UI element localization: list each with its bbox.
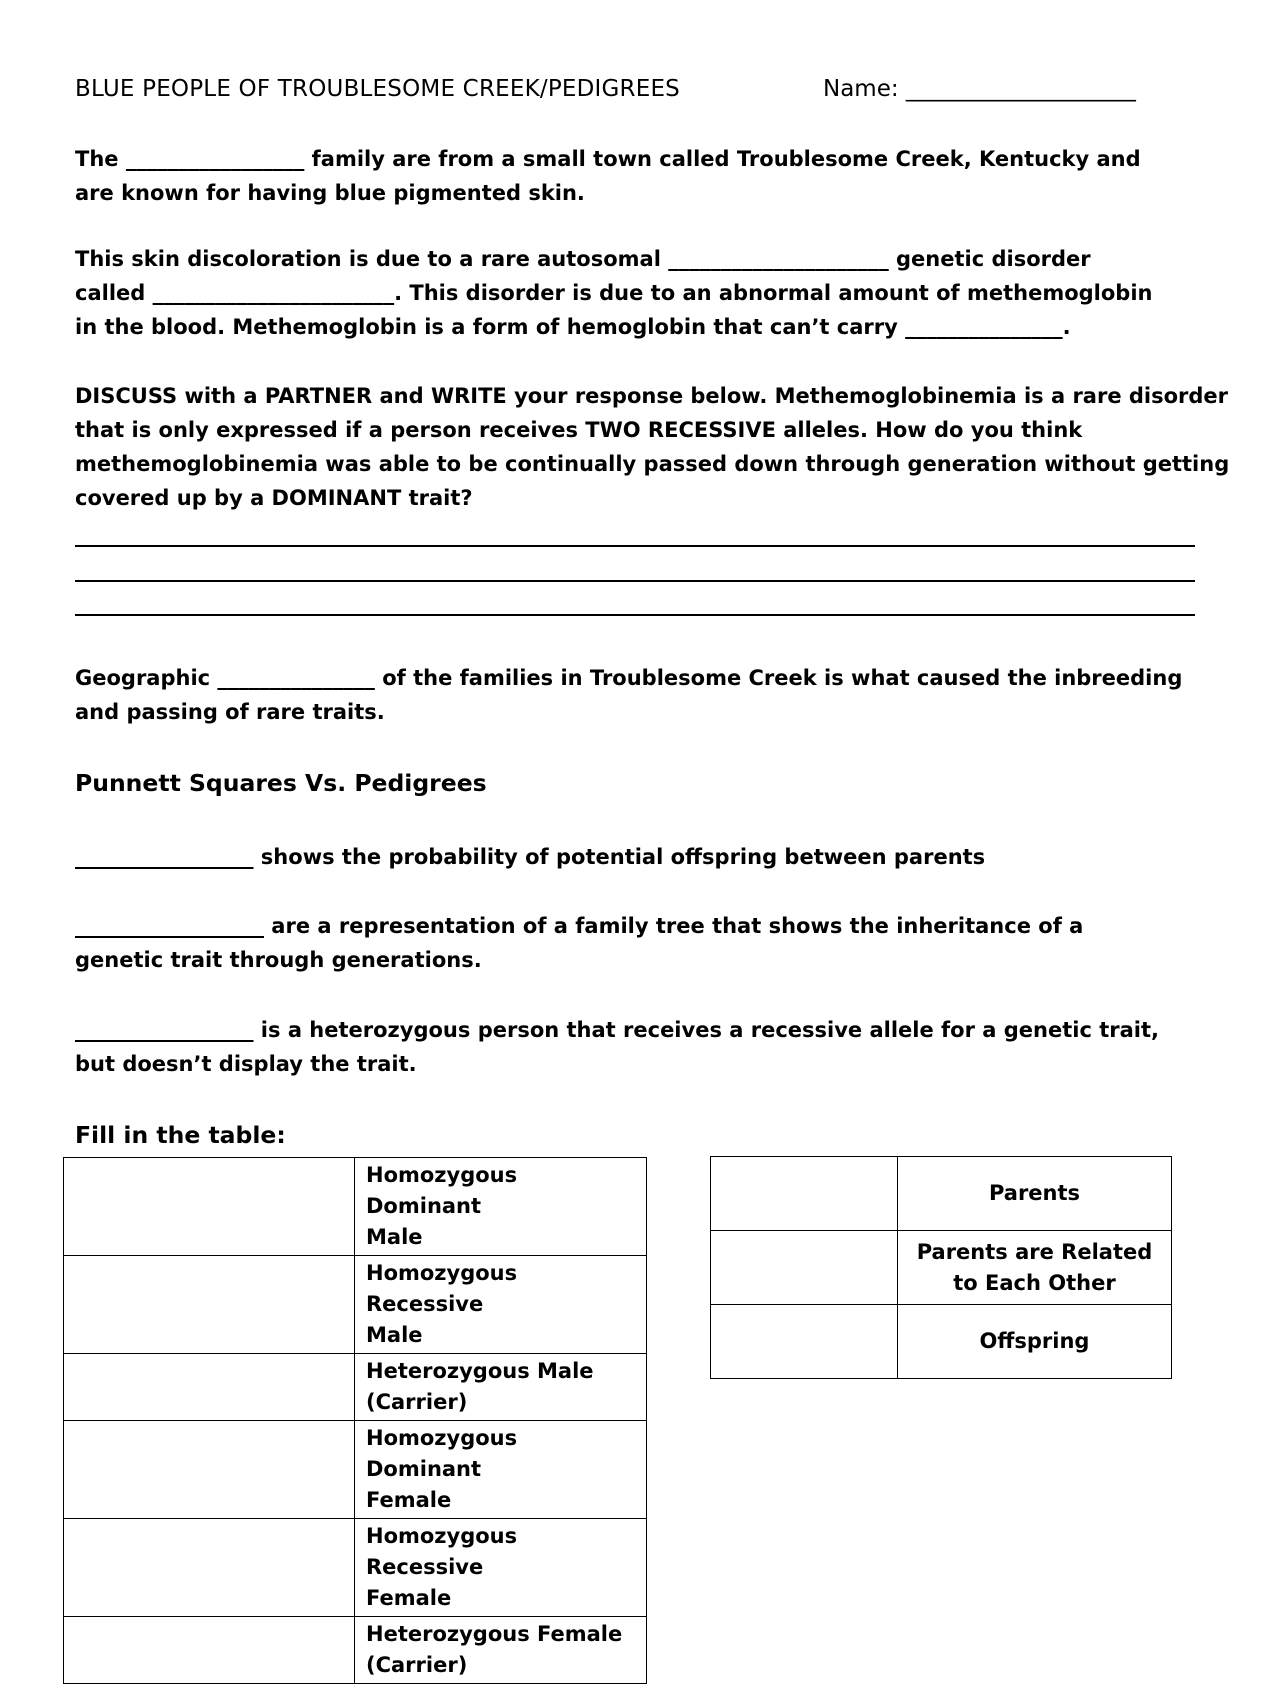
relationship-label-cell — [898, 1305, 1172, 1379]
paragraph-line[interactable]: _________________ shows the probability of potential offspring between parents — [75, 845, 986, 869]
name-field[interactable]: Name: ____________________ — [823, 76, 1136, 102]
table-row — [64, 1519, 647, 1617]
genotype-label-cell — [355, 1617, 647, 1684]
relationship-label-cell — [898, 1231, 1172, 1305]
paragraph-line: methemoglobinemia was able to be continually passed down through generation without getting — [75, 452, 1230, 476]
cell-text: Female — [366, 1488, 452, 1512]
cell-text: (Carrier) — [366, 1653, 468, 1677]
question-punnett — [75, 840, 1195, 874]
table-row — [64, 1354, 647, 1421]
cell-text: Male — [366, 1225, 423, 1249]
cell-text: Male — [366, 1323, 423, 1347]
paragraph-line[interactable]: in the blood. Methemoglobin is a form of hemoglobin that can’t carry _______________. — [75, 315, 1071, 339]
relationship-label-cell — [898, 1157, 1172, 1231]
cell-text: Homozygous Recessive — [366, 1524, 518, 1579]
paragraph-line: but doesn’t display the trait. — [75, 1052, 417, 1076]
response-line[interactable] — [75, 614, 1195, 616]
symbol-cell[interactable] — [64, 1519, 355, 1617]
cell-text: Offspring — [979, 1329, 1090, 1353]
relationship-symbol-table — [710, 1156, 1172, 1379]
paragraph-line[interactable]: __________________ are a representation of a family tree that shows the inheritance of a — [75, 914, 1084, 938]
response-line[interactable] — [75, 545, 1195, 547]
cell-text: Homozygous Recessive — [366, 1261, 518, 1316]
paragraph-line[interactable]: _________________ is a heterozygous person that receives a recessive allele for a genetic trait, — [75, 1018, 1159, 1042]
cell-text: Homozygous Dominant — [366, 1163, 518, 1218]
cell-text: Female — [366, 1586, 452, 1610]
symbol-cell[interactable] — [64, 1158, 355, 1256]
paragraph-line: are known for having blue pigmented skin. — [75, 181, 585, 205]
paragraph-family — [75, 142, 1195, 210]
question-carrier — [75, 1013, 1195, 1081]
paragraph-line: genetic trait through generations. — [75, 948, 482, 972]
paragraph-geographic — [75, 661, 1195, 729]
cell-text: Heterozygous Male — [366, 1359, 594, 1383]
symbol-cell[interactable] — [711, 1157, 898, 1231]
paragraph-line[interactable]: The _________________ family are from a small town called Troublesome Creek, Kentucky and — [75, 147, 1141, 171]
genotype-label-cell — [355, 1158, 647, 1256]
table-heading: Fill in the table: — [75, 1121, 286, 1149]
worksheet-title: BLUE PEOPLE OF TROUBLESOME CREEK/PEDIGREES — [75, 76, 680, 102]
symbol-cell[interactable] — [711, 1231, 898, 1305]
symbol-cell[interactable] — [64, 1421, 355, 1519]
symbol-cell[interactable] — [64, 1354, 355, 1421]
section-heading: Punnett Squares Vs. Pedigrees — [75, 769, 487, 797]
symbol-cell[interactable] — [64, 1617, 355, 1684]
paragraph-discuss — [75, 379, 1230, 515]
paragraph-line[interactable]: called _______________________. This disorder is due to an abnormal amount of methemoglobin — [75, 281, 1153, 305]
table-row — [64, 1158, 647, 1256]
paragraph-line: DISCUSS with a PARTNER and WRITE your response below. Methemoglobinemia is a rare disorder — [75, 384, 1229, 408]
genotype-label-cell — [355, 1421, 647, 1519]
cell-text: Homozygous Dominant — [366, 1426, 518, 1481]
cell-text: to Each Other — [953, 1270, 1116, 1295]
cell-text: Heterozygous Female — [366, 1622, 623, 1646]
paragraph-line: that is only expressed if a person receives TWO RECESSIVE alleles. How do you think — [75, 418, 1083, 442]
genotype-label-cell — [355, 1256, 647, 1354]
response-line[interactable] — [75, 580, 1195, 582]
table-row — [711, 1157, 1172, 1231]
table-row — [64, 1256, 647, 1354]
symbol-cell[interactable] — [711, 1305, 898, 1379]
cell-text: Parents — [988, 1181, 1081, 1205]
paragraph-line[interactable]: This skin discoloration is due to a rare autosomal _____________________ genetic disorder — [75, 247, 1091, 271]
paragraph-disorder — [75, 242, 1195, 344]
table-row — [64, 1421, 647, 1519]
paragraph-line: covered up by a DOMINANT trait? — [75, 486, 473, 510]
cell-text: Parents are Related — [916, 1239, 1153, 1264]
cell-text: (Carrier) — [366, 1390, 468, 1414]
question-pedigree — [75, 909, 1195, 977]
paragraph-line: and passing of rare traits. — [75, 700, 385, 724]
symbol-cell[interactable] — [64, 1256, 355, 1354]
genotype-label-cell — [355, 1519, 647, 1617]
paragraph-line[interactable]: Geographic _______________ of the families in Troublesome Creek is what caused the inbreeding — [75, 666, 1183, 690]
genotype-label-cell — [355, 1354, 647, 1421]
table-row — [711, 1305, 1172, 1379]
genotype-symbol-table — [63, 1157, 647, 1684]
table-row — [711, 1231, 1172, 1305]
table-row — [64, 1617, 647, 1684]
